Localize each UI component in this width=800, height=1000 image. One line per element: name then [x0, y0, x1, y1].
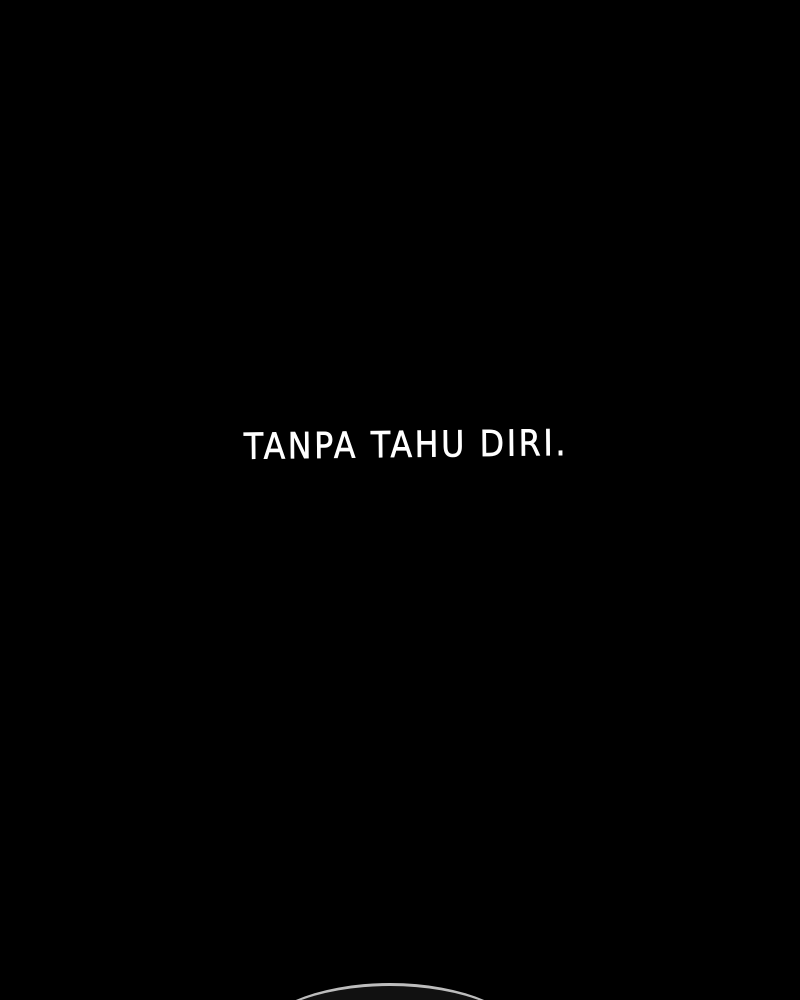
caption-text: TANPA TAHU DIRI.: [243, 423, 569, 468]
partial-speech-bubble: [255, 983, 525, 1000]
